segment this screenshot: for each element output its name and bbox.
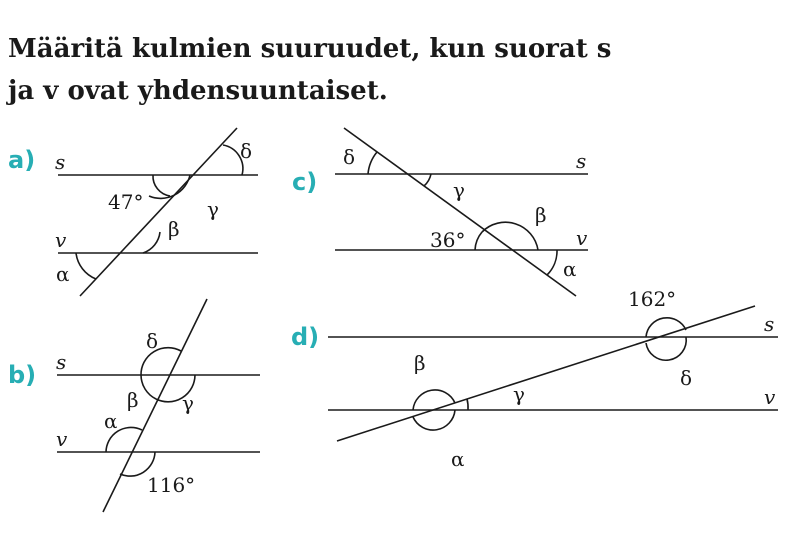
figure-d-label: d) — [291, 323, 320, 351]
figure-d — [291, 287, 778, 471]
figure-d-gamma: γ — [513, 382, 525, 406]
figure-a-s-label: s — [55, 150, 66, 174]
figure-b-gamma: γ — [182, 391, 194, 415]
figure-b-s-label: s — [56, 350, 67, 374]
figure-b-delta: δ — [146, 329, 159, 353]
figure-a-gamma: γ — [207, 197, 219, 221]
figure-c-alpha-arc — [547, 250, 557, 275]
figure-d-delta-arc — [646, 337, 686, 360]
figure-c-label: c) — [292, 168, 318, 196]
figure-a-alpha: α — [56, 262, 70, 286]
figure-c-delta: δ — [343, 145, 356, 169]
figure-d-alpha: α — [451, 447, 465, 471]
figure-b-alpha: α — [104, 409, 118, 433]
figure-a-label: a) — [8, 146, 36, 174]
figure-a-angle-47-arc — [153, 175, 170, 196]
figure-a-beta: β — [168, 217, 180, 241]
figure-c-s-label: s — [576, 149, 587, 173]
figure-d-gamma-arc — [467, 399, 468, 410]
figure-b-given-angle: 116° — [147, 473, 196, 497]
figure-a-v-label: v — [55, 228, 67, 252]
figure-c-beta: β — [535, 203, 547, 227]
figure-d-delta: δ — [680, 366, 693, 390]
figure-c-36-arc — [475, 232, 482, 250]
figure-d-transversal — [337, 306, 755, 441]
figure-b — [8, 299, 260, 512]
figure-a-given-angle: 47° — [108, 190, 144, 214]
figure-d-beta-arc — [413, 390, 455, 410]
figure-a-beta-arc — [143, 232, 160, 253]
figure-a — [8, 128, 258, 296]
figure-b-v-label: v — [56, 427, 68, 451]
title-line-1: Määritä kulmien suuruudet, kun suorat s — [8, 34, 612, 64]
figure-b-beta-arc — [141, 375, 156, 399]
figure-d-s-label: s — [764, 312, 775, 336]
figure-c-v-label: v — [576, 226, 588, 250]
figure-d-given-angle: 162° — [628, 287, 677, 311]
figure-a-delta: δ — [240, 139, 253, 163]
figure-c — [292, 128, 588, 296]
figure-c-given-angle: 36° — [430, 228, 466, 252]
figure-a-alpha-arc — [76, 253, 96, 279]
figure-c-beta-arc — [482, 222, 538, 250]
title-line-2: ja v ovat yhdensuuntaiset. — [8, 76, 388, 106]
figure-c-gamma-arc — [424, 174, 431, 186]
figure-c-gamma: γ — [453, 178, 465, 202]
figure-c-delta-arc — [368, 152, 377, 174]
figure-d-v-label: v — [764, 385, 776, 409]
figure-d-alpha-arc — [413, 410, 455, 430]
figure-b-label: b) — [8, 361, 37, 389]
figure-c-alpha: α — [563, 257, 577, 281]
figure-d-beta: β — [414, 351, 426, 375]
figure-b-beta: β — [127, 388, 139, 412]
